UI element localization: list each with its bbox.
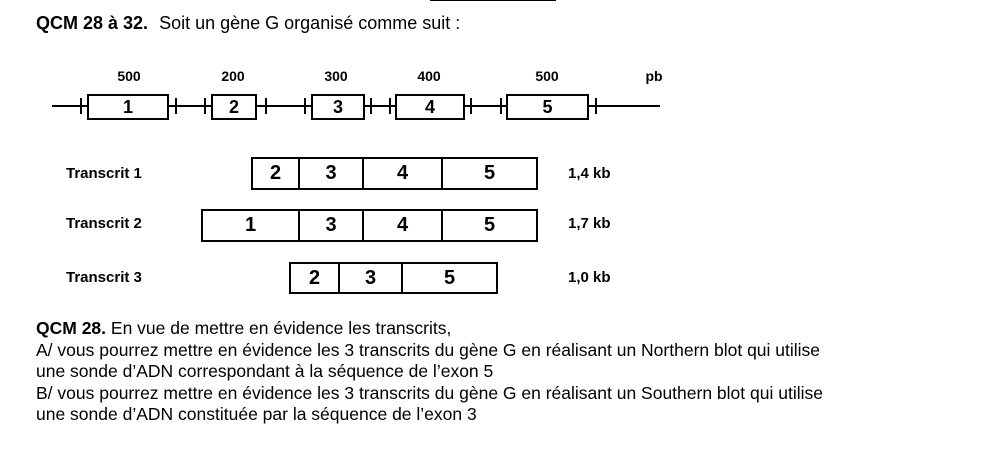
intron-tick [80, 98, 82, 114]
transcript-2-length: 1,7 kb [568, 215, 611, 232]
gene-unit: pb [645, 68, 663, 84]
gene-exon-5: 5 [506, 94, 589, 120]
transcript-3-length: 1,0 kb [568, 269, 611, 286]
question-number: QCM 28. [36, 318, 107, 338]
transcript-2-exon: 4 [364, 211, 443, 240]
transcript-1-name: Transcrit 1 [66, 165, 142, 182]
transcript-2-box [201, 209, 538, 242]
intron-tick [470, 98, 472, 114]
option-a-line-2: une sonde d’ADN correspondant à la séquence de l’exon 5 [36, 361, 494, 381]
exon-size-3: 300 [324, 68, 348, 84]
intron-tick [304, 98, 306, 114]
intron-tick [265, 98, 267, 114]
question-stem-line [36, 318, 976, 340]
gene-exon-2: 2 [211, 94, 257, 120]
transcript-3-name: Transcrit 3 [66, 269, 142, 286]
page-heading [36, 13, 460, 34]
intron-tick [500, 98, 502, 114]
option-b-line-1: B/ vous pourrez mettre en évidence les 3 transcrits du gène G en réalisant un Southern blot qui utilise [36, 382, 823, 403]
transcript-2-exon: 3 [300, 211, 364, 240]
intron-tick [204, 98, 206, 114]
question-block [36, 318, 976, 426]
intron-tick [389, 98, 391, 114]
transcript-3-exon: 2 [291, 264, 340, 292]
exon-size-5: 500 [535, 68, 559, 84]
transcript-1-exon: 5 [483, 162, 496, 184]
transcript-2-exon: 1 [203, 211, 300, 240]
transcript-1-box [251, 157, 538, 190]
transcript-2-name: Transcrit 2 [66, 215, 142, 232]
option-a-line-1: A/ vous pourrez mettre en évidence les 3 transcrits du gène G en réalisant un Northern blot qui utilise [36, 339, 821, 360]
gene-exon-1: 1 [87, 94, 169, 120]
question-stem: En vue de mettre en évidence les transcrits, [110, 318, 452, 338]
heading-number: QCM 28 à 32. [36, 13, 149, 33]
intron-tick [370, 98, 372, 114]
intron-tick [175, 98, 177, 114]
gene-exon-4: 4 [395, 94, 465, 120]
intron-tick [595, 98, 597, 114]
exon-size-4: 400 [417, 68, 441, 84]
transcript-3-exon: 3 [340, 264, 403, 292]
transcript-3-box [289, 262, 498, 294]
top-rule [430, 0, 556, 1]
gene-exon-3: 3 [311, 94, 365, 120]
transcript-1-exon: 4 [364, 159, 443, 188]
exon-size-1: 500 [117, 68, 141, 84]
option-b-line-2: une sonde d’ADN constituée par la séquence de l’exon 3 [36, 404, 477, 424]
transcript-2-exon: 5 [483, 214, 496, 236]
transcript-1-length: 1,4 kb [568, 165, 611, 182]
transcript-1-exon: 3 [300, 159, 364, 188]
transcript-1-exon: 2 [253, 159, 300, 188]
exon-size-2: 200 [221, 68, 245, 84]
transcript-3-exon: 5 [443, 266, 456, 289]
heading-text: Soit un gène G organisé comme suit : [159, 13, 461, 33]
